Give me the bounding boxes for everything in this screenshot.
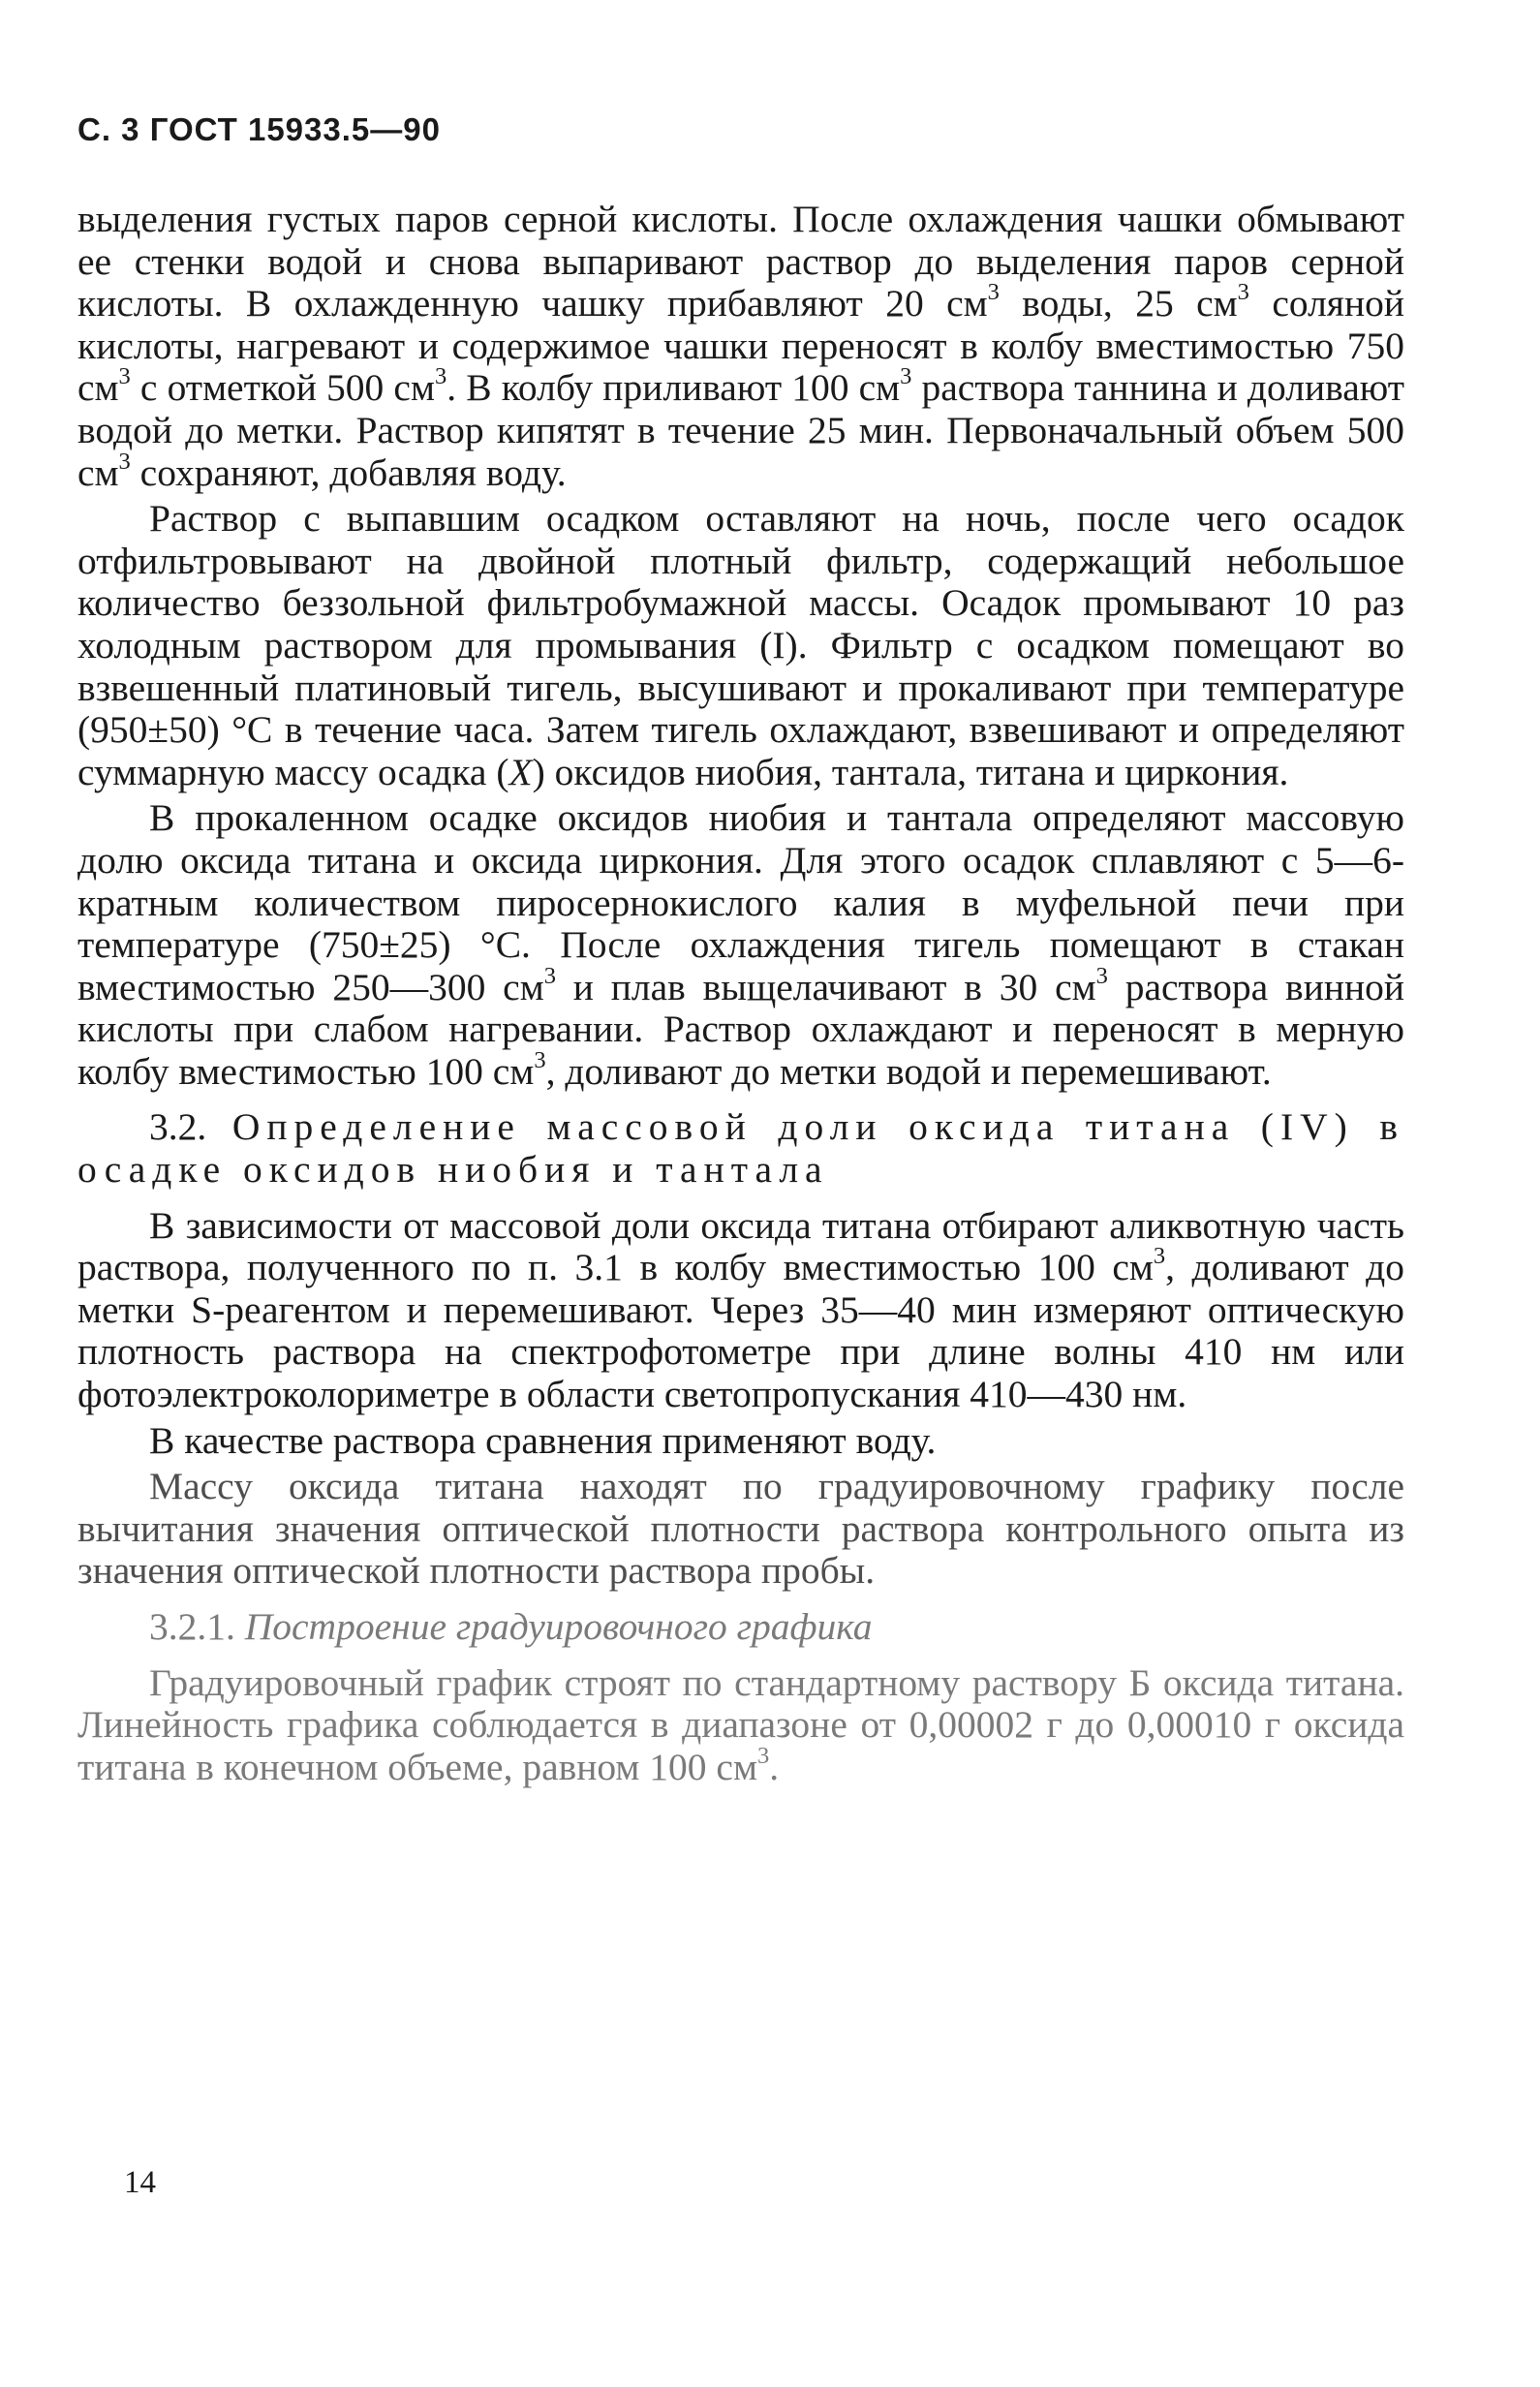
paragraph-mass-calculation: Массу оксида титана находят по градуировочному графику после вычитания значения оптической плотности раствора контрольного опыта из значения оптической плотности раствора пробы. xyxy=(77,1465,1404,1593)
page-header: С. 3 ГОСТ 15933.5—90 xyxy=(77,111,441,147)
paragraph-precipitate-filtering: Раствор с выпавшим осадком оставляют на ночь, после чего осадок отфильтровывают на двойной плотный фильтр, содержащий небольшое количество беззольной фильтробумажной массы. Осадок промывают 10 раз холодным раствором для промывания (I). Фильтр с осадком помещают во взвешенный платиновый тигель, высушивают и прокаливают при температуре (950±50) °С в течение часа. Затем тигель охлаждают, взвешивают и определяют суммарную массу осадка (X) оксидов ниобия, тантала, титана и циркония. xyxy=(77,497,1404,793)
body-text xyxy=(77,199,1404,1788)
subsection-title: Построение градуировочного графика xyxy=(244,1605,873,1648)
section-number: 3.2. xyxy=(149,1105,207,1149)
paragraph-calibration-graph: Градуировочный график строят по стандартному раствору Б оксида титана. Линейность графика соблюдается в диапазоне от 0,00002 г до 0,00010 г оксида титана в конечном объеме, равном 100 $см^3$. xyxy=(77,1660,1404,1788)
subsection-number: 3.2.1. xyxy=(149,1605,235,1648)
paragraph-reference-solution: В качестве раствора сравнения применяют воду. xyxy=(149,1418,937,1462)
section-title: Определение массовой доли оксида титана (IV) в осадке оксидов ниобия и тантала xyxy=(77,1105,1405,1192)
section-heading-3-2 xyxy=(77,1106,1404,1191)
paragraph-fusion-procedure: В прокаленном осадке оксидов ниобия и тантала определяют массовую долю оксида титана и оксида циркония. Для этого осадок сплавляют с 5—6-кратным количеством пиросернокислого калия в муфельной печи при температуре (750±25) °С. После охлаждения тигель помещают в стакан вместимостью 250—300 $см^3$ и плав выщелачивают в 30 $см^3$ раствора винной кислоты при слабом нагревании. Раствор охлаждают и переносят в мерную колбу вместимостью 100 $см^3$, доливают до метки водой и перемешивают. xyxy=(77,796,1404,1093)
page-number: 14 xyxy=(124,2165,156,2200)
subsection-heading-3-2-1 xyxy=(77,1606,1404,1649)
paragraph-sulfuric-acid-evaporation: выделения густых паров серной кислоты. После охлаждения чашки обмывают ее стенки водой и снова выпаривают раствор до выделения паров серной кислоты. В охлажденную чашку прибавляют 20 $см^3$ воды, 25 $см^3$ соляной кислоты, нагревают и содержимое чашки переносят в колбу вместимостью 750 $см^3$ с отметкой 500 $см^3$. В колбу приливают 100 $см^3$ раствора таннина и доливают водой до метки. Раствор кипятят в течение 25 мин. Первоначальный объем 500 $см^3$ сохраняют, добавляя воду. xyxy=(77,198,1404,494)
paragraph-aliquot-measurement: В зависимости от массовой доли оксида титана отбирают аликвотную часть раствора, полученного по п. 3.1 в колбу вместимостью 100 $см^3$, доливают до метки S-реагентом и перемешивают. Через 35—40 мин измеряют оптическую плотность раствора на спектрофотометре при длине волны 410 нм или фотоэлектроколориметре в области светопропускания 410—430 нм. xyxy=(77,1203,1405,1416)
